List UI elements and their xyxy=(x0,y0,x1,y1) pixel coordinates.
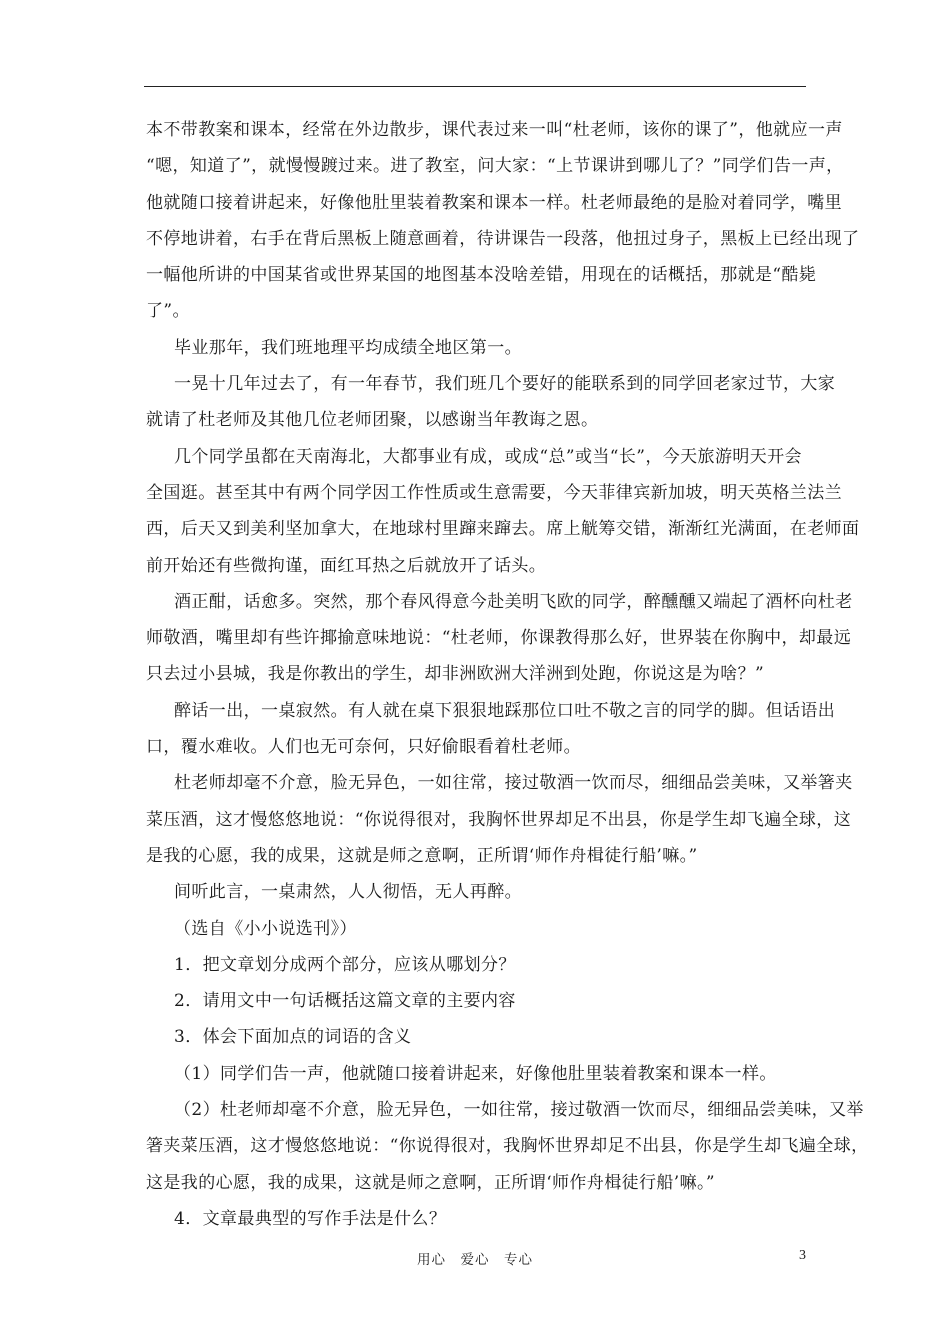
question-1: 1．把文章划分成两个部分，应该从哪划分？ xyxy=(174,954,516,975)
text-line: 一晃十几年过去了，有一年春节，我们班几个要好的能联系到的同学回老家过节，大家 xyxy=(174,374,836,395)
question-3-item-2: （2）杜老师却毫不介意，脸无异色，一如往常，接过敬酒一饮而尽，细细品尝美味，又举 xyxy=(174,1100,864,1121)
text-line: 是我的心愿，我的成果，这就是师之意啊，正所谓‘师作舟楫徒行船’嘛。” xyxy=(146,845,698,866)
text-line: 杜老师却毫不介意，脸无异色，一如往常，接过敬酒一饮而尽，细细品尝美味，又举箸夹 xyxy=(174,773,853,794)
question-4: 4．文章最典型的写作手法是什么？ xyxy=(174,1208,447,1229)
document-body xyxy=(146,112,869,1237)
text-line: 前开始还有些微拘谨，面红耳热之后就放开了话头。 xyxy=(146,555,547,576)
text-line: 全国逛。甚至其中有两个同学因工作性质或生意需要，今天菲律宾新加坡，明天英格兰法兰 xyxy=(146,482,842,503)
text-line: 这是我的心愿，我的成果，这就是师之意啊，正所谓‘师作舟楫徒行船’嘛。” xyxy=(146,1172,715,1193)
footer-motto: 用心 爱心 专心 xyxy=(417,1252,533,1268)
text-line: 几个同学虽都在天南海北，大都事业有成，或成“总”或当“长”，今天旅游明天开会 xyxy=(174,446,802,467)
text-line: 酒正酣，话愈多。突然，那个春风得意今赴美明飞欧的同学，醉醺醺又端起了酒杯向杜老 xyxy=(174,591,853,612)
text-line: 箸夹菜压酒，这才慢悠悠地说：“你说得很对，我胸怀世界却足不出县，你是学生却飞遍全球， xyxy=(146,1136,869,1157)
text-line: 间听此言，一桌肃然，人人彻悟，无人再醉。 xyxy=(174,882,522,903)
text-line: 醉话一出，一桌寂然。有人就在桌下狠狠地踩那位口吐不敬之言的同学的脚。但话语出 xyxy=(174,700,836,721)
text-line: 了”。 xyxy=(146,301,190,322)
text-line: 不停地讲着，右手在背后黑板上随意画着，待讲课告一段落，他扭过身子，黑板上已经出现了 xyxy=(146,228,860,249)
text-line: 西，后天又到美利坚加拿大，在地球村里蹿来蹿去。席上觥筹交错，渐渐红光满面，在老师面 xyxy=(146,519,860,540)
question-2: 2．请用文中一句话概括这篇文章的主要内容 xyxy=(174,991,516,1012)
text-line: 菜压酒，这才慢悠悠地说：“你说得很对，我胸怀世界却足不出县，你是学生却飞遍全球，这 xyxy=(146,809,852,830)
text-line: 只去过小县城，我是你教出的学生，却非洲欧洲大洋洲到处跑，你说这是为啥？” xyxy=(146,664,765,685)
text-line: 本不带教案和课本，经常在外边散步，课代表过来一叫“杜老师，该你的课了”，他就应一声 xyxy=(146,120,843,140)
page-number: 3 xyxy=(799,1248,806,1263)
source-citation: （选自《小小说选刊》） xyxy=(174,918,357,939)
text-line: 口，覆水难收。人们也无可奈何，只好偷眼看着杜老师。 xyxy=(146,737,581,758)
question-3-item-1: （1）同学们告一声，他就随口接着讲起来，好像他肚里装着教案和课本一样。 xyxy=(174,1063,777,1084)
text-line: 他就随口接着讲起来，好像他肚里装着教案和课本一样。杜老师最绝的是脸对着同学，嘴里 xyxy=(146,192,842,213)
header-rule xyxy=(144,86,806,87)
text-line: 就请了杜老师及其他几位老师团聚，以感谢当年教诲之恩。 xyxy=(146,410,599,431)
text-line: 一幅他所讲的中国某省或世界某国的地图基本没啥差错，用现在的话概括，那就是“酷毙 xyxy=(146,265,817,286)
text-line: “嗯，知道了”，就慢慢踱过来。进了教室，问大家：“上节课讲到哪儿了？”同学们告一声， xyxy=(146,156,844,177)
text-line: 毕业那年，我们班地理平均成绩全地区第一。 xyxy=(174,337,522,358)
text-line: 师敬酒，嘴里却有些许揶揄意味地说：“杜老师，你课教得那么好，世界装在你胸中，却最远 xyxy=(146,628,852,649)
question-3: 3．体会下面加点的词语的含义 xyxy=(174,1027,412,1048)
